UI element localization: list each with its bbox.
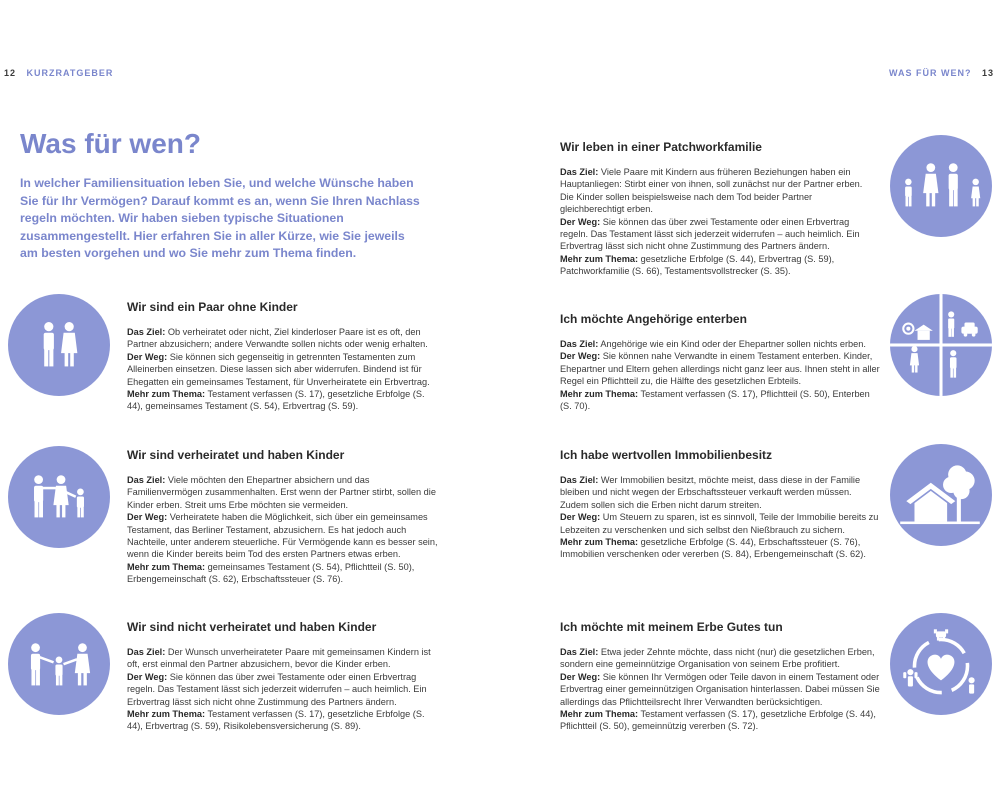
- goal-text: Ob verheiratet oder nicht, Ziel kinderloser Paare ist es oft, den Partner abzusichern; andere Verwandte sollen nichts oder wenig erhalten.: [127, 327, 428, 350]
- goal-label: Das Ziel:: [560, 339, 599, 349]
- goal-label: Das Ziel:: [560, 475, 599, 485]
- intro-lead: In welcher Familiensituation leben Sie, und welche Wünsche haben Sie für Ihr Vermögen? Darauf kommt es an, wenn Sie Ihren Nachlass regeln möchten. Wir haben sieben typische Situationen zusammengestellt. Hier erfahren Sie in aller Kürze, wie Sie jeweils am besten vorgehen und wo Sie mehr zum Thema finden.: [20, 176, 420, 260]
- more-label: Mehr zum Thema:: [127, 709, 206, 720]
- more-text: gemeinsames Testament (S. 54), Pflichtteil (S. 50), Erbengemeinschaft (S. 62), Erbschaftssteuer (S. 76).: [127, 561, 415, 585]
- section-heading: Ich möchte mit meinem Erbe Gutes tun: [560, 620, 783, 634]
- section-text: [560, 474, 880, 561]
- unmarried-family-icon: [8, 613, 110, 715]
- section-text: [560, 166, 875, 278]
- way-label: Der Weg:: [127, 351, 168, 362]
- section-patchwork: [560, 140, 875, 278]
- way-label: Der Weg:: [560, 351, 601, 362]
- section-couple: [127, 300, 437, 413]
- goal-text: Wer Immobilien besitzt, möchte meist, dass diese in der Familie bleiben und nicht wegen der Erbschaftssteuer verkauft werden müssen. Zudem sollen sich die Erben nicht darum streiten.: [560, 475, 861, 510]
- goal-label: Das Ziel:: [560, 647, 599, 657]
- page-number-right: 13: [981, 68, 994, 78]
- way-label: Der Weg:: [560, 671, 601, 682]
- way-text: Sie können das über zwei Testamente oder einen Erbvertrag regeln. Das Testament lässt sich jederzeit widerrufen – auch heimlich. Ein Erbvertrag lässt sich nicht ohne Zustimmung des Partners ändern.: [560, 216, 860, 252]
- section-heading: Ich möchte Angehörige enterben: [560, 312, 747, 326]
- patchwork-family-icon: [890, 135, 992, 237]
- heart-charity-icon: [890, 613, 992, 715]
- section-heading: Wir sind nicht verheiratet und haben Kinder: [127, 620, 377, 634]
- couple-icon: [8, 294, 110, 396]
- goal-text: Der Wunsch unverheirateter Paare mit gemeinsamen Kindern ist oft, erst einmal den Partner abzusichern, bevor die Kinder erben.: [127, 647, 431, 670]
- way-label: Der Weg:: [560, 512, 601, 523]
- more-text: Testament verfassen (S. 17), gesetzliche Erbfolge (S. 44), Erbvertrag (S. 59), Risikolebensversicherung (S. 89).: [127, 709, 425, 732]
- disinherit-icon: [890, 294, 992, 396]
- more-label: Mehr zum Thema:: [560, 388, 639, 399]
- way-text: Sie können das über zwei Testamente oder einen Erbvertrag regeln. Das Testament lässt sich jederzeit widerrufen – auch heimlich. Ein Erbvertrag lässt sich nicht ohne Zustimmung des Partners ändern.: [127, 671, 427, 707]
- running-header-right: [889, 68, 994, 78]
- section-text: [560, 646, 880, 733]
- way-text: Sie können sich gegenseitig in getrennten Testamenten zum Alleinerben einsetzen. Diese lassen sich aber widerrufen. Bindend ist für Ehegatten ein gemeinsames Testament, für Unverheiratete ein Erbvertrag.: [127, 351, 430, 387]
- section-real-estate: [560, 448, 880, 561]
- way-label: Der Weg:: [127, 512, 168, 523]
- way-label: Der Weg:: [560, 216, 601, 227]
- section-unmarried-kids: [127, 620, 442, 733]
- goal-label: Das Ziel:: [127, 327, 166, 337]
- section-text: [127, 646, 442, 733]
- section-text: [127, 474, 442, 586]
- more-text: Testament verfassen (S. 17), Pflichtteil (S. 50), Enterben (S. 70).: [560, 388, 870, 412]
- page-title: Was für wen?: [20, 128, 201, 159]
- page-number-left: 12: [4, 68, 17, 78]
- more-label: Mehr zum Thema:: [560, 253, 639, 264]
- section-label-left: KURZRATGEBER: [26, 68, 114, 78]
- more-label: Mehr zum Thema:: [127, 561, 206, 572]
- goal-text: Etwa jeder Zehnte möchte, dass nicht (nur) die gesetzlichen Erben, sondern eine gemeinnützige Organisation von seinem Erbe profitiert.: [560, 647, 875, 670]
- goal-label: Das Ziel:: [560, 167, 599, 177]
- more-label: Mehr zum Thema:: [127, 389, 206, 400]
- more-text: gesetzliche Erbfolge (S. 44), Erbschaftssteuer (S. 76), Immobilien verschenken oder vererben (S. 84), Erbengemeinschaft (S. 62).: [560, 537, 866, 560]
- section-disinherit: [560, 312, 880, 412]
- more-label: Mehr zum Thema:: [560, 537, 639, 548]
- section-heading: Ich habe wertvollen Immobilienbesitz: [560, 448, 773, 462]
- goal-label: Das Ziel:: [127, 647, 166, 657]
- goal-label: Das Ziel:: [127, 475, 166, 485]
- house-tree-icon: [890, 444, 992, 546]
- section-heading: Wir leben in einer Patchworkfamilie: [560, 140, 762, 154]
- section-text: [560, 338, 880, 412]
- family-icon: [8, 446, 110, 548]
- way-text: Um Steuern zu sparen, ist es sinnvoll, Teile der Immobilie bereits zu Lebzeiten zu verschenken und sich selbst den Nießbrauch zu sichern.: [560, 512, 879, 535]
- more-text: Testament verfassen (S. 17), gesetzliche Erbfolge (S. 44), gemeinsames Testament (S. 54), Erbvertrag (S. 59).: [127, 389, 425, 412]
- more-text: gesetzliche Erbfolge (S. 44), Erbvertrag (S. 59), Patchworkfamilie (S. 66), Testamentsvollstrecker (S. 35).: [560, 253, 835, 277]
- goal-text: Viele möchten den Ehepartner absichern und das Familienvermögen zusammenhalten. Erst wenn der Partner stirbt, sollen die Kinder erben. Streit ums Erbe möchten sie vermeiden.: [127, 475, 436, 510]
- section-text: [127, 326, 437, 413]
- goal-text: Viele Paare mit Kindern aus früheren Beziehungen haben ein Hauptanliegen: Stirbt einer von ihnen, soll zunächst nur der Partner erben. Die Kinder sollen beispielsweise nach dem Tod beider Partner gleichberechtigt erben.: [560, 167, 863, 215]
- more-text: Testament verfassen (S. 17), gesetzliche Erbfolge (S. 44), Pflichtteil (S. 50), gemeinnützig vererben (S. 72).: [560, 709, 876, 732]
- goal-text: Angehörige wie ein Kind oder der Ehepartner sollen nichts erben.: [600, 339, 866, 349]
- running-header-left: [4, 68, 113, 78]
- way-text: Sie können Ihr Vermögen oder Teile davon in einem Testament oder Erbvertrag einer gemeinnützigen Organisation hinterlassen. Dabei müssen Sie allerdings das Pflichtteilsrecht Ihrer Verwandten berücksichtigen.: [560, 671, 880, 707]
- section-married-kids: [127, 448, 442, 586]
- section-charity: [560, 620, 880, 733]
- section-label-right: WAS FÜR WEN?: [888, 68, 972, 78]
- way-text: Sie können nahe Verwandte in einem Testament enterben. Kinder, Ehepartner und Eltern gehen allerdings nicht ganz leer aus. Ihnen steht in aller Regel ein Pflichtteil zu, die Hälfte des gesetzlichen Erbteils.: [560, 351, 880, 387]
- way-label: Der Weg:: [127, 671, 168, 682]
- more-label: Mehr zum Thema:: [560, 709, 639, 720]
- section-heading: Wir sind ein Paar ohne Kinder: [127, 300, 298, 314]
- section-heading: Wir sind verheiratet und haben Kinder: [127, 448, 345, 462]
- way-text: Verheiratete haben die Möglichkeit, sich über ein gemeinsames Testament, das Berliner Testament, abzusichern. Es hat jedoch auch Nachteile, unter anderem steuerliche. Für Vermögende kann es besser sein, wenn die Kinder bereits beim Tod des ersten Partners etwas erben.: [127, 512, 438, 560]
